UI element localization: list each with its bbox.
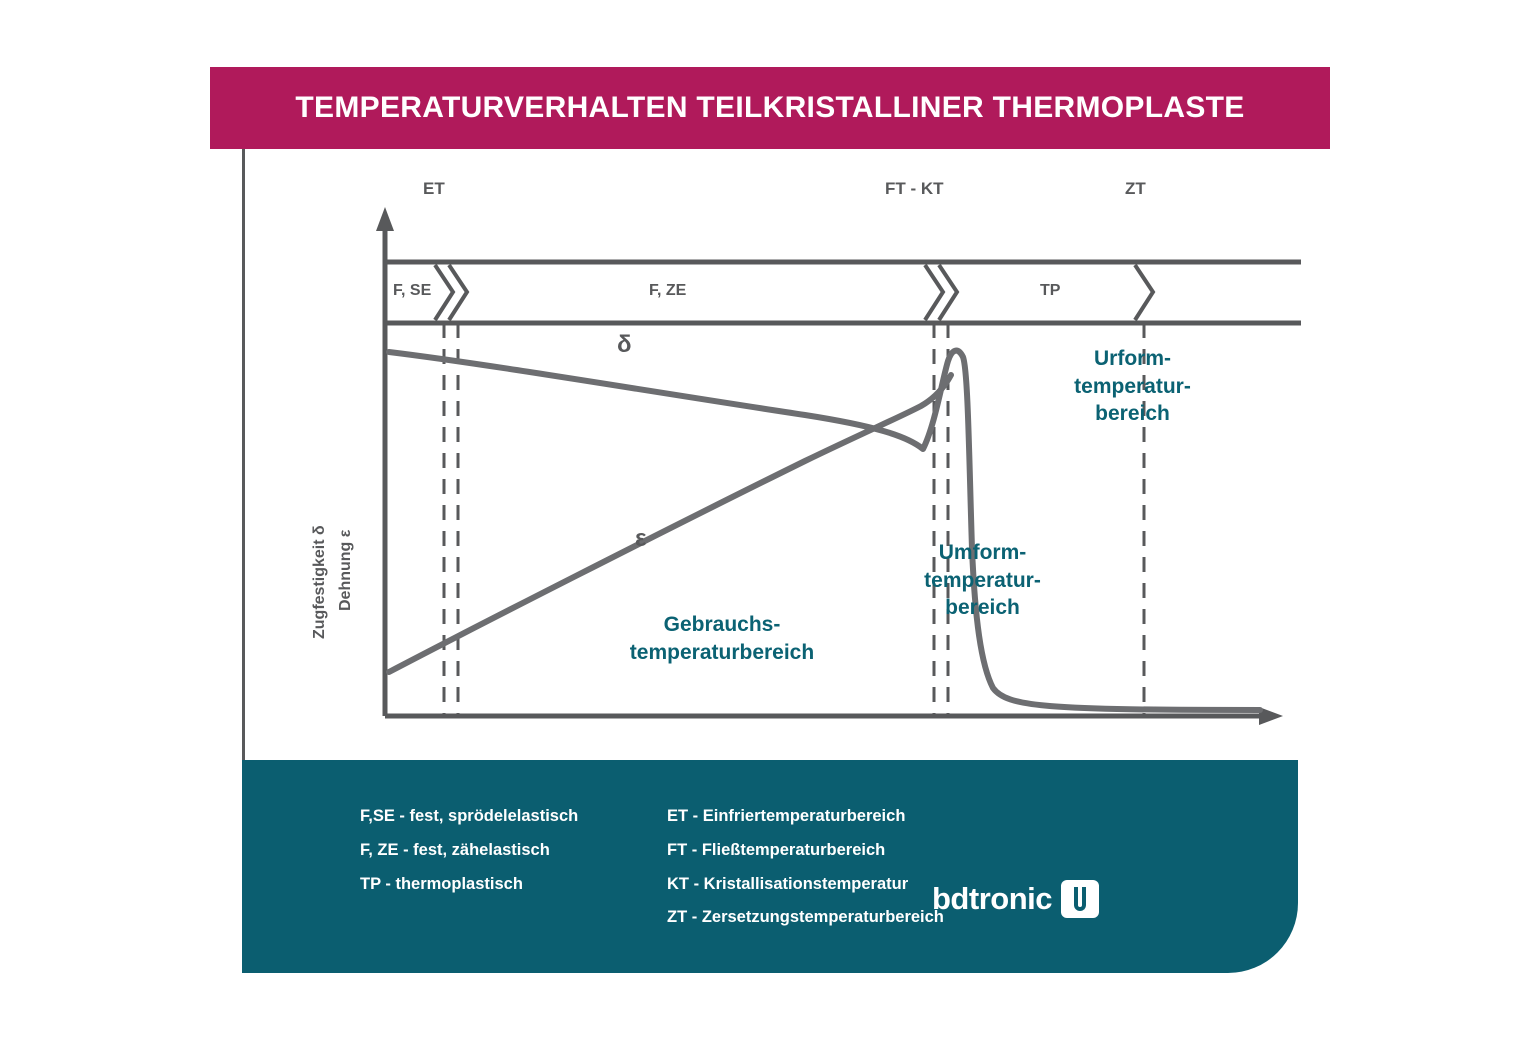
legend-item: F,SE - fest, sprödelelastisch [360,807,579,825]
brand-mark-icon [1061,880,1099,918]
y-axis-label-elongation: Dehnung ε [337,529,354,611]
y-axis-label-strength: Zugfestigkeit δ [311,525,328,639]
band-label-tp: TP [1040,282,1061,299]
state-band-rules [385,262,1301,323]
band-label-f-ze: F, ZE [649,282,687,299]
tick-label-et: ET [423,179,445,198]
region-label-urformtemperaturbereich [1035,345,1230,428]
region-label-umformtemperaturbereich [885,539,1080,622]
y-axis [376,207,394,716]
region-line: temperaturbereich [629,640,815,664]
region-line: Gebrauchs- [663,613,781,636]
brand-name: bdtronic [932,881,1052,916]
chart-canvas [245,149,1301,760]
legend-item: KT - Kristallisationstemperatur [667,874,909,893]
brand-logo [932,880,1099,918]
region-line: temperatur- [1074,374,1191,398]
legend-column-temperatures [667,800,944,935]
legend-item: FT - Fließtemperaturbereich [667,840,886,859]
tick-label-ft-kt: FT - KT [885,179,944,198]
legend-column-states [360,800,578,901]
page-title: TEMPERATURVERHALTEN TEILKRISTALLINER THERMOPLASTE [295,91,1245,124]
legend-item: ET - Einfriertemperaturbereich [667,807,906,825]
curve-label-epsilon: ε [635,525,647,552]
infographic [210,67,1330,973]
legend-item: TP - thermoplastisch [360,874,523,893]
band-label-f-se: F, SE [393,282,432,299]
tick-label-zt: ZT [1125,179,1146,198]
region-line: temperatur- [924,568,1041,592]
chart-panel [242,149,1301,760]
legend-item: ZT - Zersetzungstemperaturbereich [667,908,944,927]
title-bar [210,67,1330,149]
region-line: Umform- [938,541,1027,564]
region-line: Urform- [1094,347,1171,370]
region-label-gebrauchstemperaturbereich [597,611,847,666]
region-line: bereich [945,596,1020,620]
legend-panel [242,760,1298,973]
region-line: bereich [1095,402,1170,426]
legend-item: F, ZE - fest, zähelastisch [360,840,550,859]
curve-label-delta: δ [617,331,632,358]
